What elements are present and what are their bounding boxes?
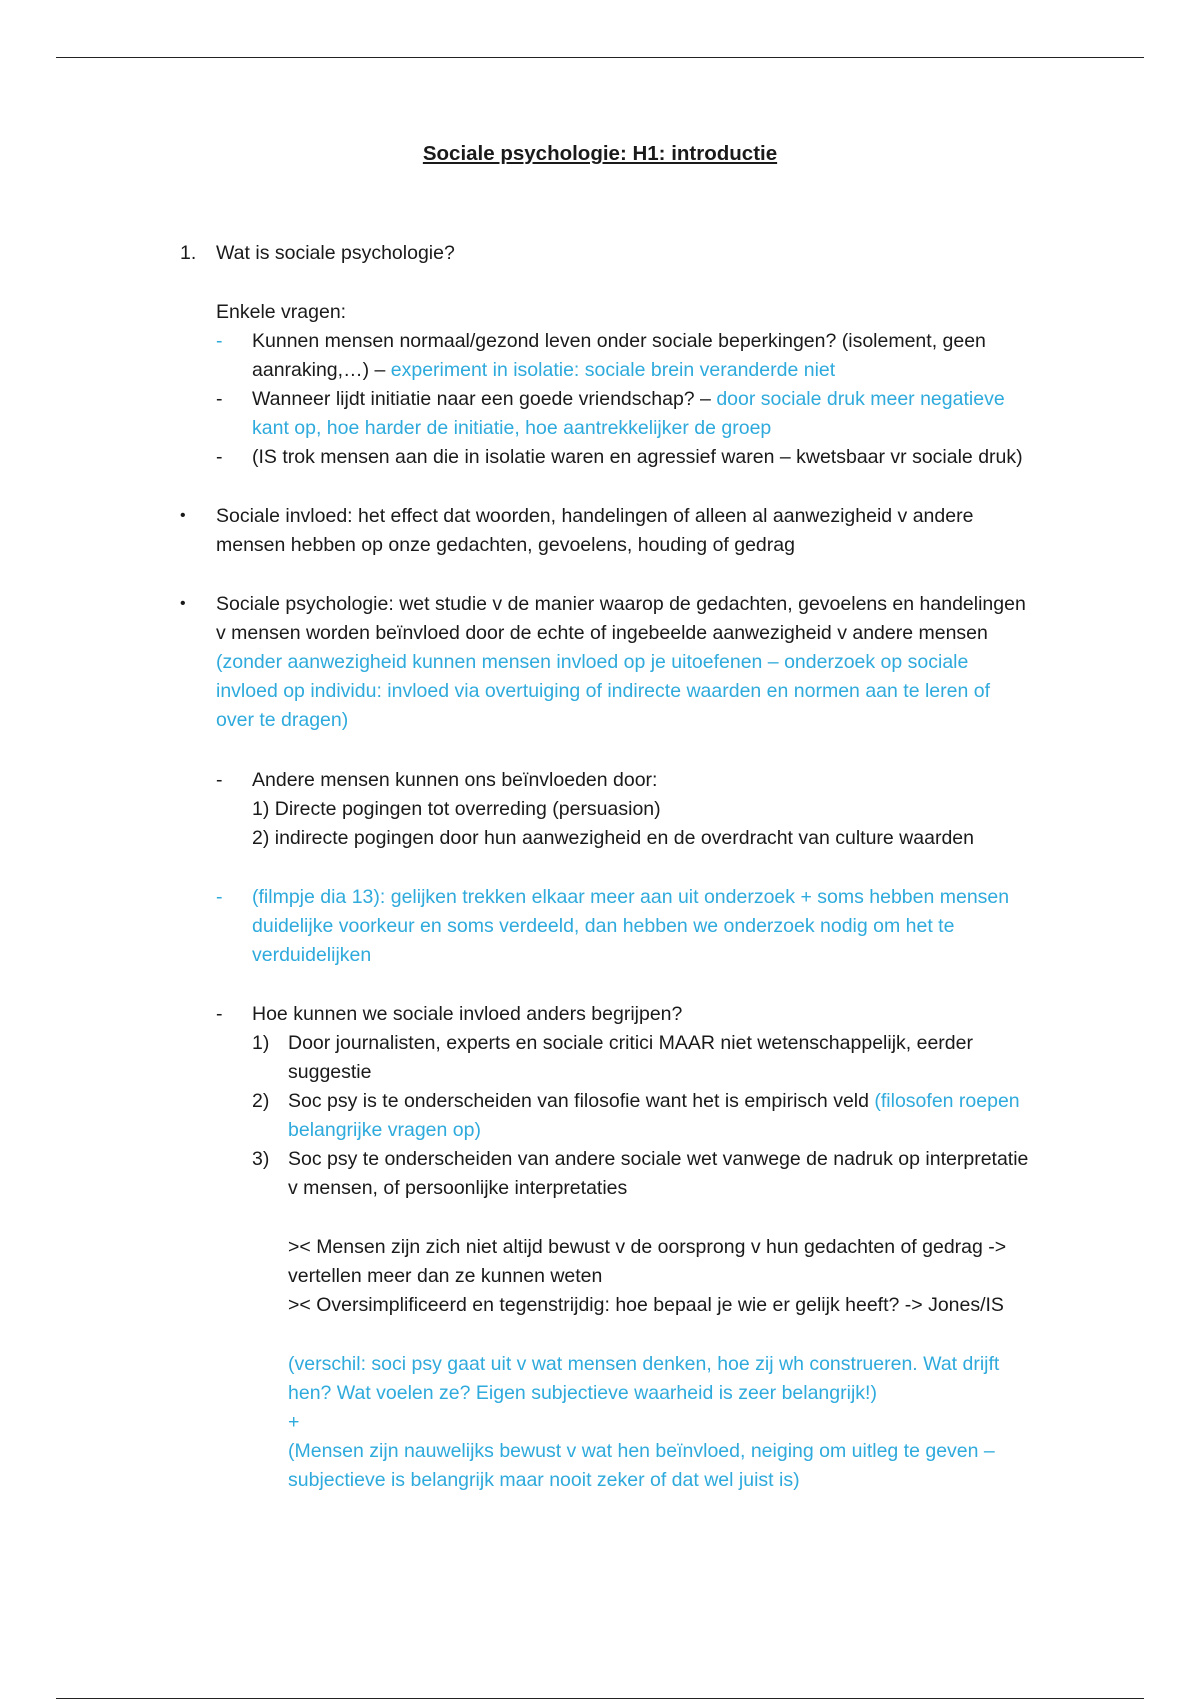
definition-annotation-line-2: invloed op individu: invloed via overtuiging of indirecte waarden en normen aan te leren of — [216, 680, 990, 702]
understanding-number-2: 2) — [252, 1090, 270, 1112]
definition-social-psychology-line-2: v mensen worden beïnvloed door de echte of ingebeelde aanwezigheid v andere mensen — [216, 622, 988, 644]
understanding-item-2-text: Soc psy is te onderscheiden van filosofie want het is empirisch veld — [288, 1090, 875, 1112]
section-number: 1. — [180, 242, 197, 264]
question-2-annotation-line-2: kant op, hoe harder de initiatie, hoe aantrekkelijker de groep — [252, 417, 772, 439]
difference-note-line-2: hen? Wat voelen ze? Eigen subjectieve waarheid is zeer belangrijk!) — [288, 1382, 877, 1404]
understanding-item-1-line-1: Door journalisten, experts en sociale critici MAAR niet wetenschappelijk, eerder — [288, 1032, 973, 1054]
list-marker: - — [216, 388, 223, 410]
question-3-line-1: (IS trok mensen aan die in isolatie waren en agressief waren – kwetsbaar vr sociale druk) — [252, 446, 1023, 468]
difference-plus: + — [288, 1411, 300, 1433]
understanding-item-3-line-2: v mensen, of persoonlijke interpretaties — [288, 1177, 628, 1199]
list-marker: - — [216, 769, 223, 791]
difference-note-line-3: (Mensen zijn nauwelijks bewust v wat hen beïnvloed, neiging om uitleg te geven – — [288, 1440, 995, 1462]
criticism-line-3: >< Oversimplificeerd en tegenstrijdig: hoe bepaal je wie er gelijk heeft? -> Jones/IS — [288, 1294, 1004, 1316]
header-rule — [56, 57, 1144, 58]
definition-annotation-line-1: (zonder aanwezigheid kunnen mensen invloed op je uitoefenen – onderzoek op sociale — [216, 651, 969, 673]
definition-social-influence-line-1: Sociale invloed: het effect dat woorden, handelingen of alleen al aanwezigheid v andere — [216, 505, 974, 527]
understanding-heading: Hoe kunnen we sociale invloed anders begrijpen? — [252, 1003, 683, 1025]
question-2-text: Wanneer lijdt initiatie naar een goede vriendschap? – — [252, 388, 717, 410]
question-1-annotation: experiment in isolatie: sociale brein veranderde niet — [390, 359, 836, 381]
understanding-item-2-annotation-line-2: belangrijke vragen op) — [288, 1119, 481, 1141]
list-marker: - — [216, 1003, 223, 1025]
definition-social-influence-line-2: mensen hebben op onze gedachten, gevoelens, houding of gedrag — [216, 534, 795, 556]
video-note-line-3: verduidelijken — [252, 944, 372, 966]
understanding-number-1: 1) — [252, 1032, 270, 1054]
bullet-icon: • — [180, 595, 186, 612]
video-note-line-2: duidelijke voorkeur en soms verdeeld, dan hebben we onderzoek nodig om het te — [252, 915, 955, 937]
question-2-line-1 — [252, 386, 1005, 412]
question-2-annotation: door sociale druk meer negatieve — [716, 388, 1005, 410]
understanding-item-3-line-1: Soc psy te onderscheiden van andere sociale wet vanwege de nadruk op interpretatie — [288, 1148, 1029, 1170]
understanding-item-1-line-2: suggestie — [288, 1061, 372, 1083]
influence-item-2: 2) indirecte pogingen door hun aanwezigheid en de overdracht van culture waarden — [252, 827, 974, 849]
list-marker: - — [216, 330, 223, 352]
question-1-text: aanraking,…) – — [252, 359, 391, 381]
difference-note-line-4: subjectieve is belangrijk maar nooit zeker of dat wel juist is) — [288, 1469, 800, 1491]
understanding-item-2-annotation: (filosofen roepen — [874, 1090, 1020, 1112]
understanding-item-2-line-1 — [288, 1088, 1020, 1114]
page-title: Sociale psychologie: H1: introductie — [422, 142, 778, 165]
difference-note-line-1: (verschil: soci psy gaat uit v wat mensen denken, hoe zij wh construeren. Wat drijft — [288, 1353, 1000, 1375]
footer-rule — [56, 1698, 1144, 1699]
definition-annotation-line-3: over te dragen) — [216, 709, 349, 731]
definition-social-psychology-line-1: Sociale psychologie: wet studie v de manier waarop de gedachten, gevoelens en handelingen — [216, 593, 1026, 615]
influence-heading: Andere mensen kunnen ons beïnvloeden door: — [252, 769, 658, 791]
bullet-icon: • — [180, 507, 186, 524]
criticism-line-2: vertellen meer dan ze kunnen weten — [288, 1265, 603, 1287]
list-marker: - — [216, 446, 223, 468]
question-1-line-2 — [252, 357, 835, 383]
influence-item-1: 1) Directe pogingen tot overreding (persuasion) — [252, 798, 661, 820]
criticism-line-1: >< Mensen zijn zich niet altijd bewust v de oorsprong v hun gedachten of gedrag -> — [288, 1236, 1007, 1258]
understanding-number-3: 3) — [252, 1148, 270, 1170]
question-1-line-1: Kunnen mensen normaal/gezond leven onder sociale beperkingen? (isolement, geen — [252, 330, 986, 352]
video-note-line-1: (filmpje dia 13): gelijken trekken elkaar meer aan uit onderzoek + soms hebben mensen — [252, 886, 1010, 908]
questions-label: Enkele vragen: — [216, 301, 347, 323]
list-marker: - — [216, 886, 223, 908]
section-heading: Wat is sociale psychologie? — [216, 242, 455, 264]
